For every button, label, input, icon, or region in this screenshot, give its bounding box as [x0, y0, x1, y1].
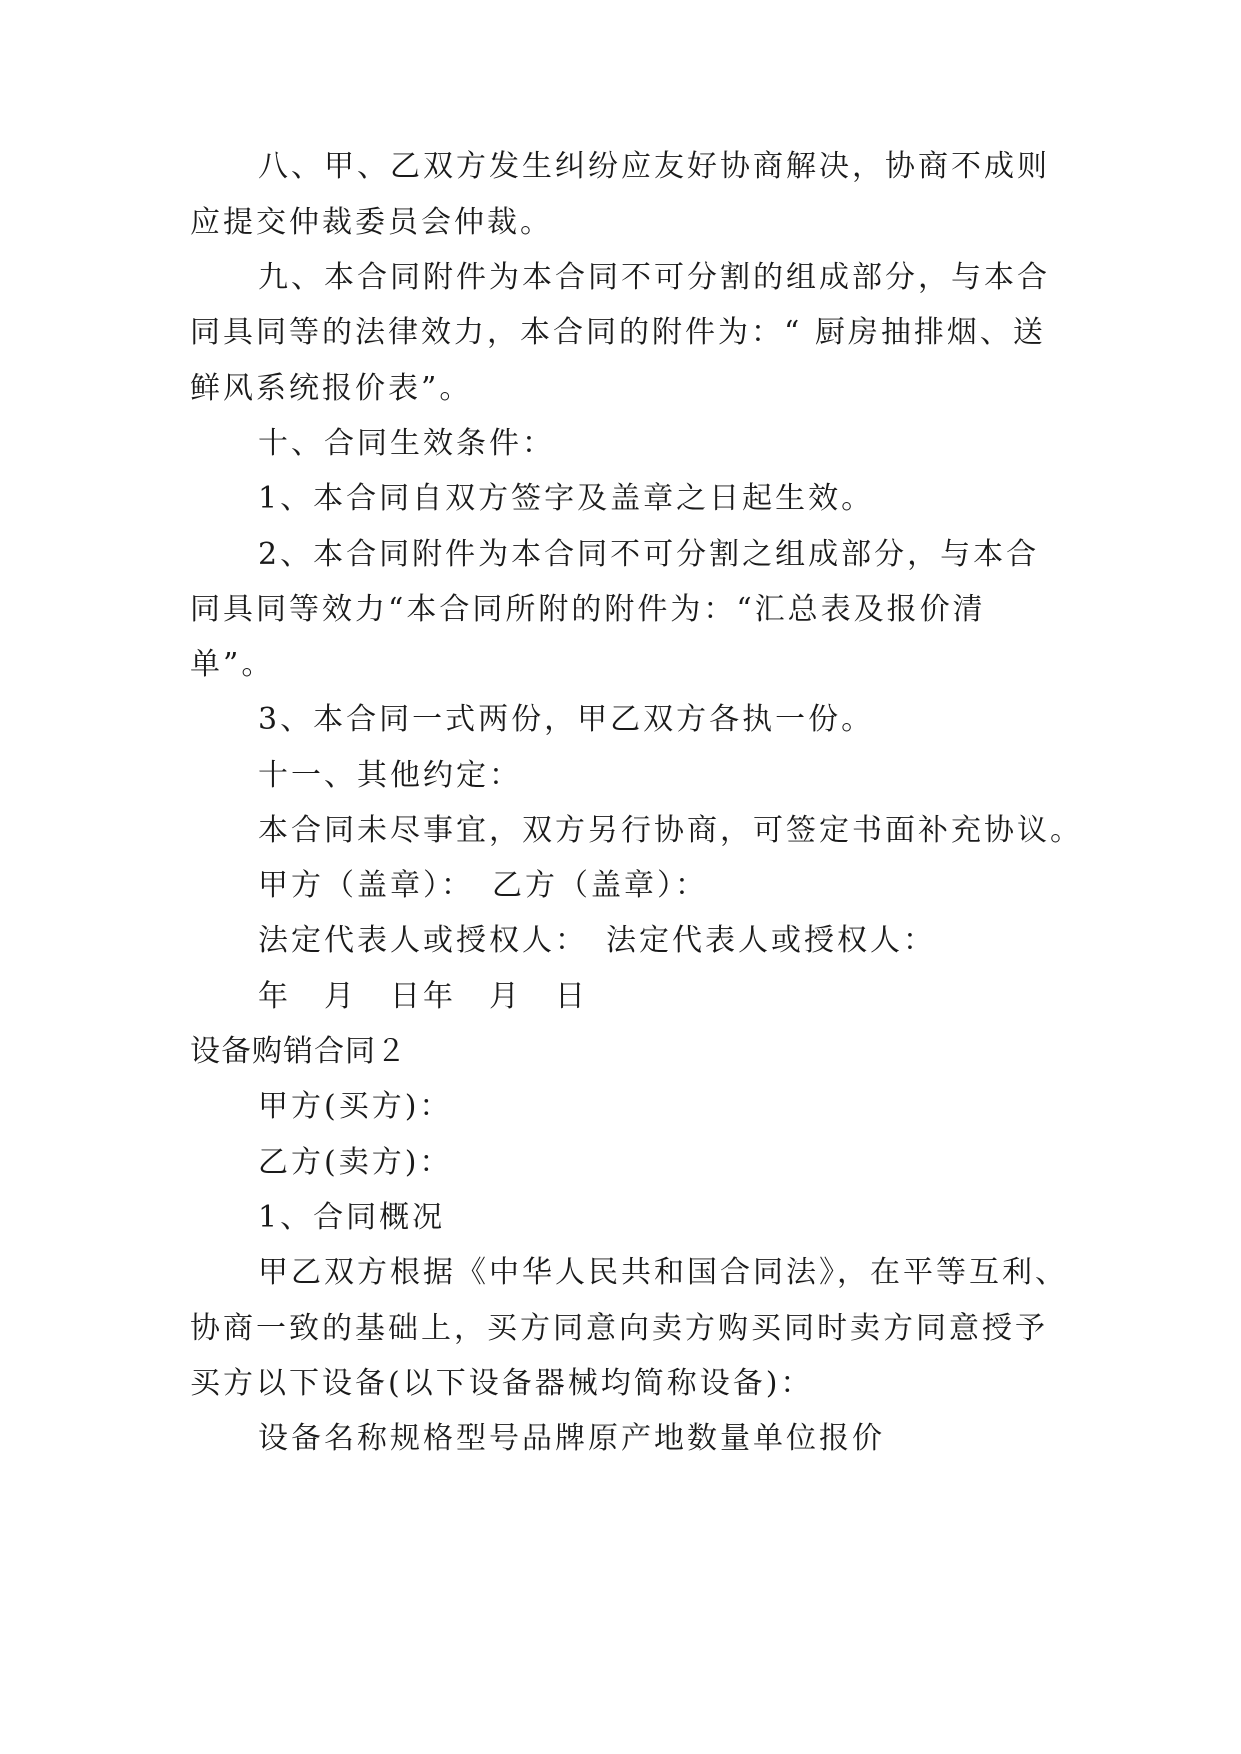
clause-11-text: 本合同未尽事宜，双方另行协商，可签定书面补充协议。 — [258, 813, 1083, 848]
clause-10-item-2-line-3: 单”。 — [190, 647, 275, 682]
signature-seal-line: 甲方（盖章）： 乙方（盖章）： — [258, 868, 708, 903]
signature-date-line: 年 月 日年 月 日 — [258, 979, 588, 1014]
clause-9-line-2: 同具同等的法律效力，本合同的附件为：“ 厨房抽排烟、送 — [190, 315, 1046, 350]
clause-8-line-2: 应提交仲裁委员会仲裁。 — [190, 205, 553, 240]
section-1-line-1: 甲乙双方根据《中华人民共和国合同法》，在平等互利、 — [258, 1255, 1068, 1290]
clause-10-heading: 十、合同生效条件： — [258, 426, 555, 461]
party-a-buyer: 甲方(买方)： — [258, 1089, 453, 1124]
clause-9-line-3: 鲜风系统报价表”。 — [190, 371, 473, 406]
clause-11-heading: 十一、其他约定： — [258, 758, 522, 793]
clause-10-item-2-line-1: 2、本合同附件为本合同不可分割之组成部分，与本合 — [258, 537, 1040, 572]
clause-9-line-1: 九、本合同附件为本合同不可分割的组成部分，与本合 — [258, 260, 1050, 295]
section-1-heading: 1、合同概况 — [258, 1200, 446, 1235]
section-1-line-2: 协商一致的基础上，买方同意向卖方购买同时卖方同意授予 — [190, 1311, 1048, 1346]
section-1-line-3: 买方以下设备(以下设备器械均简称设备)： — [190, 1366, 814, 1401]
clause-10-item-3: 3、本合同一式两份，甲乙双方各执一份。 — [258, 702, 875, 737]
clause-8-line-1: 八、甲、乙双方发生纠纷应友好协商解决，协商不成则 — [258, 149, 1050, 184]
clause-10-item-1: 1、本合同自双方签字及盖章之日起生效。 — [258, 481, 875, 516]
clause-10-item-2-line-2: 同具同等效力“本合同所附的附件为：“汇总表及报价清 — [190, 592, 986, 627]
equipment-table-header: 设备名称规格型号品牌原产地数量单位报价 — [258, 1421, 885, 1456]
signature-representative-line: 法定代表人或授权人： 法定代表人或授权人： — [258, 923, 936, 958]
party-b-seller: 乙方(卖方)： — [258, 1145, 453, 1180]
contract-2-title: 设备购销合同２ — [190, 1034, 407, 1069]
